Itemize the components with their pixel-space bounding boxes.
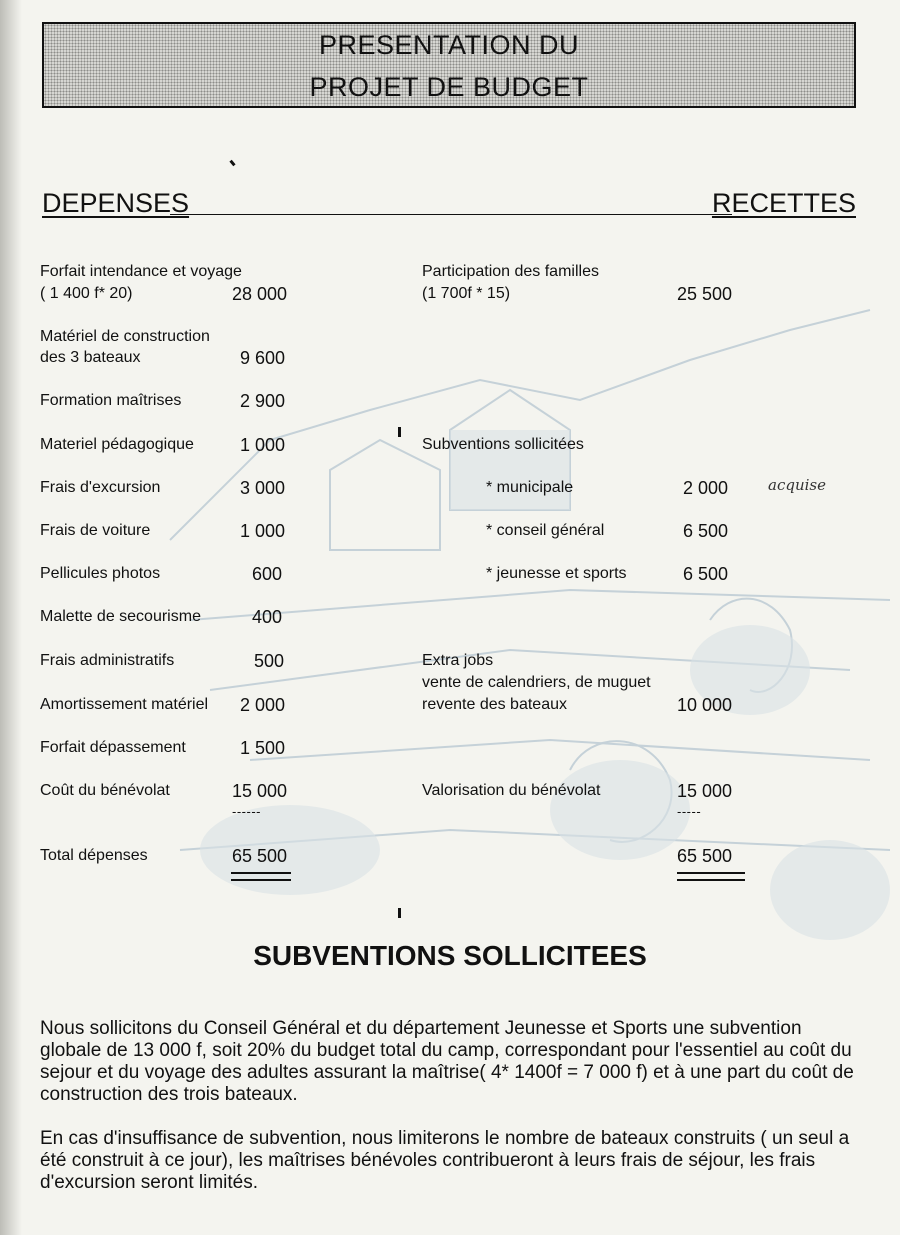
total-recettes-double-rule bbox=[677, 872, 745, 881]
subventions-label: Subventions sollicitées bbox=[422, 436, 584, 453]
forfait-label-2: ( 1 400 f* 20) bbox=[40, 285, 133, 302]
materiel-label-2: des 3 bateaux bbox=[40, 349, 141, 366]
forfait-value: 28 000 bbox=[232, 284, 288, 304]
administratifs-label: Frais administratifs bbox=[40, 652, 175, 669]
total-depenses-label: Total dépenses bbox=[40, 847, 148, 864]
administratifs-value: 500 bbox=[254, 651, 285, 671]
valorisation-value: 15 000 bbox=[677, 781, 733, 801]
voiture-label: Frais de voiture bbox=[40, 522, 151, 539]
stray-mark bbox=[229, 160, 235, 167]
municipale-label: * municipale bbox=[486, 479, 574, 496]
recettes-heading: RECETTES bbox=[711, 188, 856, 218]
heading-rule bbox=[170, 214, 732, 215]
title-box bbox=[42, 22, 856, 108]
pedagogique-value: 1 000 bbox=[240, 435, 286, 455]
depenses-heading: DEPENSES bbox=[42, 188, 190, 218]
jeunesse-label: * jeunesse et sports bbox=[486, 565, 627, 582]
voiture-value: 1 000 bbox=[240, 521, 286, 541]
extra-value: 10 000 bbox=[677, 695, 733, 715]
formation-value: 2 900 bbox=[240, 391, 286, 411]
amortissement-value: 2 000 bbox=[240, 695, 286, 715]
depenses-dashes: ------ bbox=[232, 804, 261, 819]
familles-label-2: (1 700f * 15) bbox=[422, 285, 511, 302]
conseil-label: * conseil général bbox=[486, 522, 605, 539]
total-depenses-value: 65 500 bbox=[232, 846, 288, 866]
title-line-1: PRESENTATION DU bbox=[318, 30, 580, 60]
title-line-2: PROJET DE BUDGET bbox=[309, 72, 589, 102]
stray-mark bbox=[398, 908, 401, 918]
total-recettes-value: 65 500 bbox=[677, 846, 733, 866]
benevolat-value: 15 000 bbox=[232, 781, 288, 801]
excursion-label: Frais d'excursion bbox=[40, 479, 161, 496]
handwritten-note: acquise bbox=[768, 476, 826, 494]
benevolat-label: Coût du bénévolat bbox=[40, 782, 170, 799]
total-depenses-double-rule bbox=[231, 872, 291, 881]
forfait-label-1: Forfait intendance et voyage bbox=[40, 263, 242, 280]
subventions-paragraph-1: Nous sollicitons du Conseil Général et du département Jeunesse et Sports une subvention globale de 13 000 f, soit 20% du budget total du camp, correspondant pour l'essentiel au coût du sejour et du voyage des adultes assurant la maîtrise( 4* 1400f = 7 000 f) et à une part du coût de construction des trois bateaux. bbox=[40, 1018, 854, 1105]
excursion-value: 3 000 bbox=[240, 478, 286, 498]
extra-label-3: revente des bateaux bbox=[422, 696, 567, 713]
municipale-value: 2 000 bbox=[683, 478, 729, 498]
familles-label-1: Participation des familles bbox=[422, 263, 599, 280]
conseil-value: 6 500 bbox=[683, 521, 729, 541]
malette-label: Malette de secourisme bbox=[40, 608, 201, 625]
formation-label: Formation maîtrises bbox=[40, 392, 182, 409]
depassement-label: Forfait dépassement bbox=[40, 739, 186, 756]
valorisation-label: Valorisation du bénévolat bbox=[422, 782, 601, 799]
subventions-title: SUBVENTIONS SOLLICITEES bbox=[253, 940, 647, 971]
subventions-paragraph-2: En cas d'insuffisance de subvention, nous limiterons le nombre de bateaux construits ( un seul a été construit à ce jour), les maîtrises bénévoles contribueront à leurs frais de séjour, les frais d'excursion seront limités. bbox=[40, 1128, 850, 1193]
stray-mark bbox=[398, 427, 401, 437]
materiel-value: 9 600 bbox=[240, 348, 286, 368]
amortissement-label: Amortissement matériel bbox=[40, 696, 209, 713]
depassement-value: 1 500 bbox=[240, 738, 286, 758]
materiel-label-1: Matériel de construction bbox=[40, 328, 210, 345]
malette-value: 400 bbox=[252, 607, 283, 627]
extra-label-2: vente de calendriers, de muguet bbox=[422, 674, 651, 691]
pedagogique-label: Materiel pédagogique bbox=[40, 436, 194, 453]
familles-value: 25 500 bbox=[677, 284, 733, 304]
recettes-dashes: ----- bbox=[677, 804, 702, 819]
pellicules-value: 600 bbox=[252, 564, 283, 584]
extra-label-1: Extra jobs bbox=[422, 652, 494, 669]
pellicules-label: Pellicules photos bbox=[40, 565, 161, 582]
page-edge-shadow bbox=[0, 0, 22, 1235]
jeunesse-value: 6 500 bbox=[683, 564, 729, 584]
